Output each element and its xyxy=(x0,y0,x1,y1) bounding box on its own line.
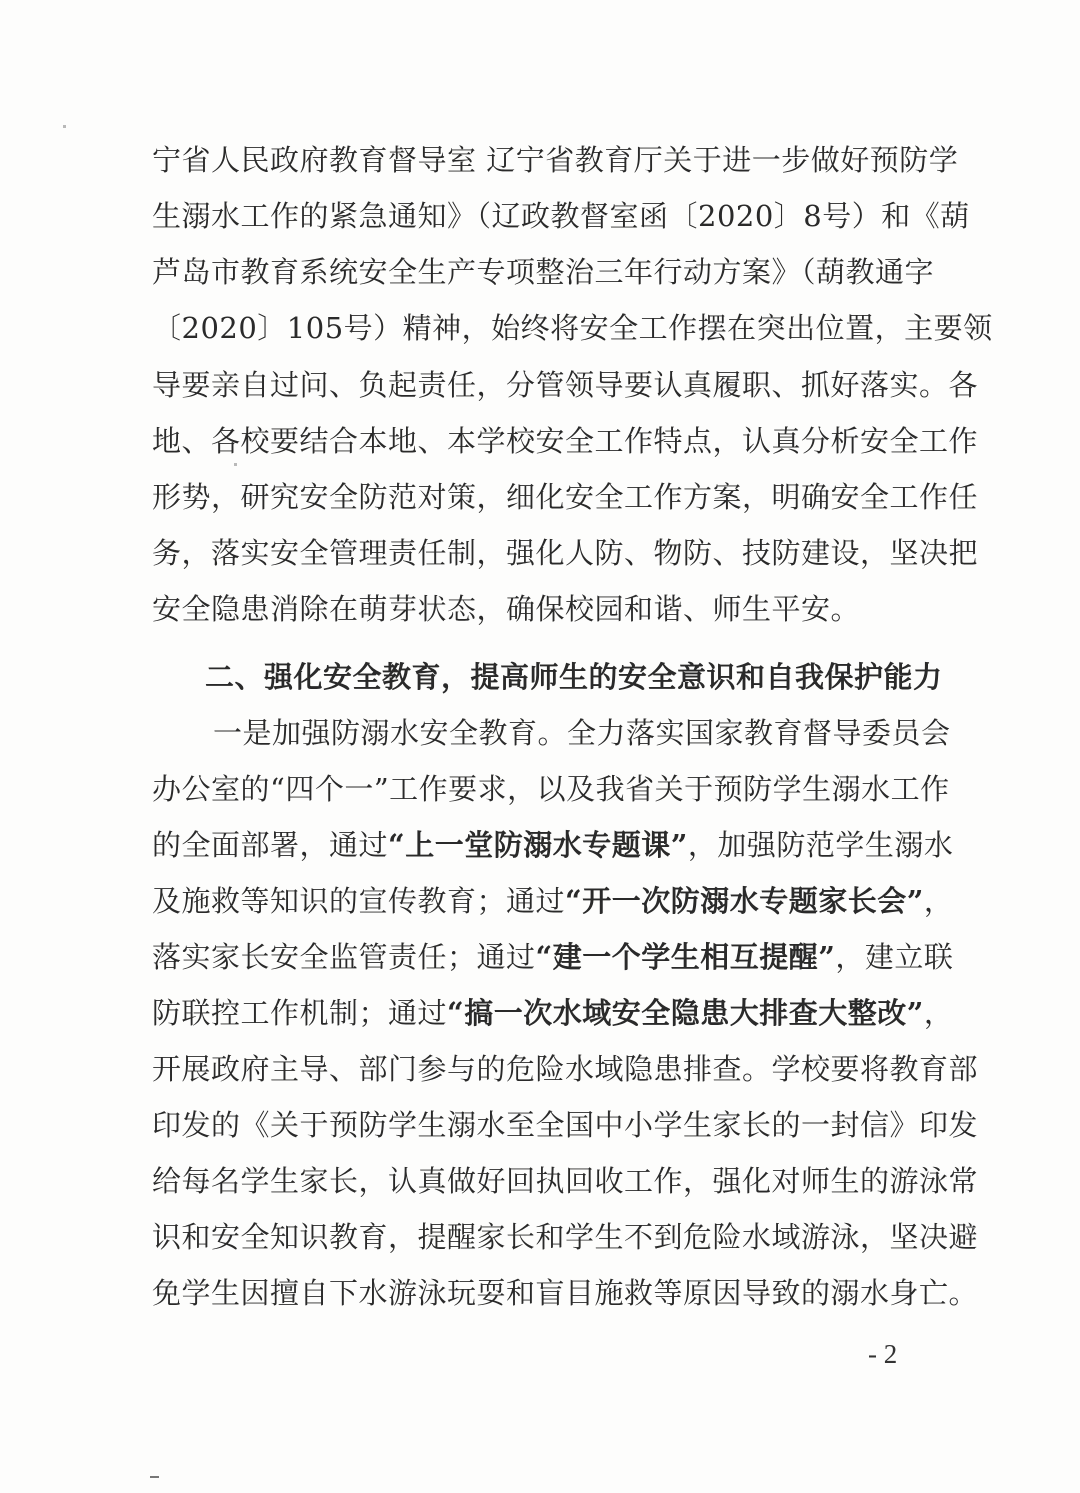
paragraph-line: 办公室的“四个一”工作要求，以及我省关于预防学生溺水工作 xyxy=(152,772,950,806)
text-run: 落实家长安全监管责任；通过 xyxy=(152,940,536,974)
paragraph-line: 安全隐患消除在萌芽状态，确保校园和谐、师生平安。 xyxy=(152,592,861,626)
paragraph-line: 宁省人民政府教育督导室 辽宁省教育厅关于进一步做好预防学 xyxy=(152,143,959,177)
text-run: 的全面部署，通过 xyxy=(152,828,389,862)
text-run: ， xyxy=(923,996,954,1030)
section-heading: 二、强化安全教育，提高师生的安全意识和自我保护能力 xyxy=(205,660,943,694)
page-number: - 2 xyxy=(868,1339,898,1369)
paragraph-line: 务，落实安全管理责任制，强化人防、物防、技防建设，坚决把 xyxy=(152,536,979,570)
paragraph-line: 免学生因擅自下水游泳玩耍和盲目施救等原因导致的溺水身亡。 xyxy=(152,1276,979,1310)
paragraph-line: 导要亲自过问、负起责任，分管领导要认真履职、抓好落实。各 xyxy=(152,368,979,402)
paragraph-line: 一是加强防溺水安全教育。全力落实国家教育督导委员会 xyxy=(213,716,951,750)
paragraph-line: 生溺水工作的紧急通知》（辽政教督室函〔2020〕8号）和《葫 xyxy=(152,199,970,233)
text-run: ， xyxy=(923,884,954,918)
paragraph-line: 印发的《关于预防学生溺水至全国中小学生家长的一封信》印发 xyxy=(152,1108,979,1142)
paragraph-line: 地、各校要结合本地、本学校安全工作特点，认真分析安全工作 xyxy=(152,424,979,458)
bold-quote: “建一个学生相互提醒” xyxy=(535,940,836,974)
text-run: 及施救等知识的宣传教育；通过 xyxy=(152,884,566,918)
bold-quote: “开一次防溺水专题家长会” xyxy=(565,884,924,918)
paragraph-line: 开展政府主导、部门参与的危险水域隐患排查。学校要将教育部 xyxy=(152,1052,979,1086)
paragraph-line xyxy=(152,825,954,865)
paragraph-line: 芦岛市教育系统安全生产专项整治三年行动方案》（葫教通字 xyxy=(152,255,935,289)
text-run: ，建立联 xyxy=(835,940,954,974)
paragraph-line: 形势，研究安全防范对策，细化安全工作方案，明确安全工作任 xyxy=(152,480,979,514)
bold-quote: “搞一次水域安全隐患大排查大整改” xyxy=(447,996,924,1030)
scan-speck xyxy=(150,1476,159,1478)
bold-quote: “上一堂防溺水专题课” xyxy=(388,828,688,862)
paragraph-line: 〔2020〕105号）精神，始终将安全工作摆在突出位置，主要领 xyxy=(152,311,993,345)
text-run: ，加强防范学生溺水 xyxy=(687,828,954,862)
scan-speck xyxy=(234,463,237,466)
paragraph-line xyxy=(152,881,954,921)
paragraph-line: 识和安全知识教育，提醒家长和学生不到危险水域游泳，坚决避 xyxy=(152,1220,979,1254)
scan-speck xyxy=(63,125,66,128)
paragraph-line xyxy=(152,937,954,977)
paragraph-line xyxy=(152,993,954,1033)
paragraph-line: 给每名学生家长，认真做好回执回收工作，强化对师生的游泳常 xyxy=(152,1164,979,1198)
text-run: 防联控工作机制；通过 xyxy=(152,996,448,1030)
